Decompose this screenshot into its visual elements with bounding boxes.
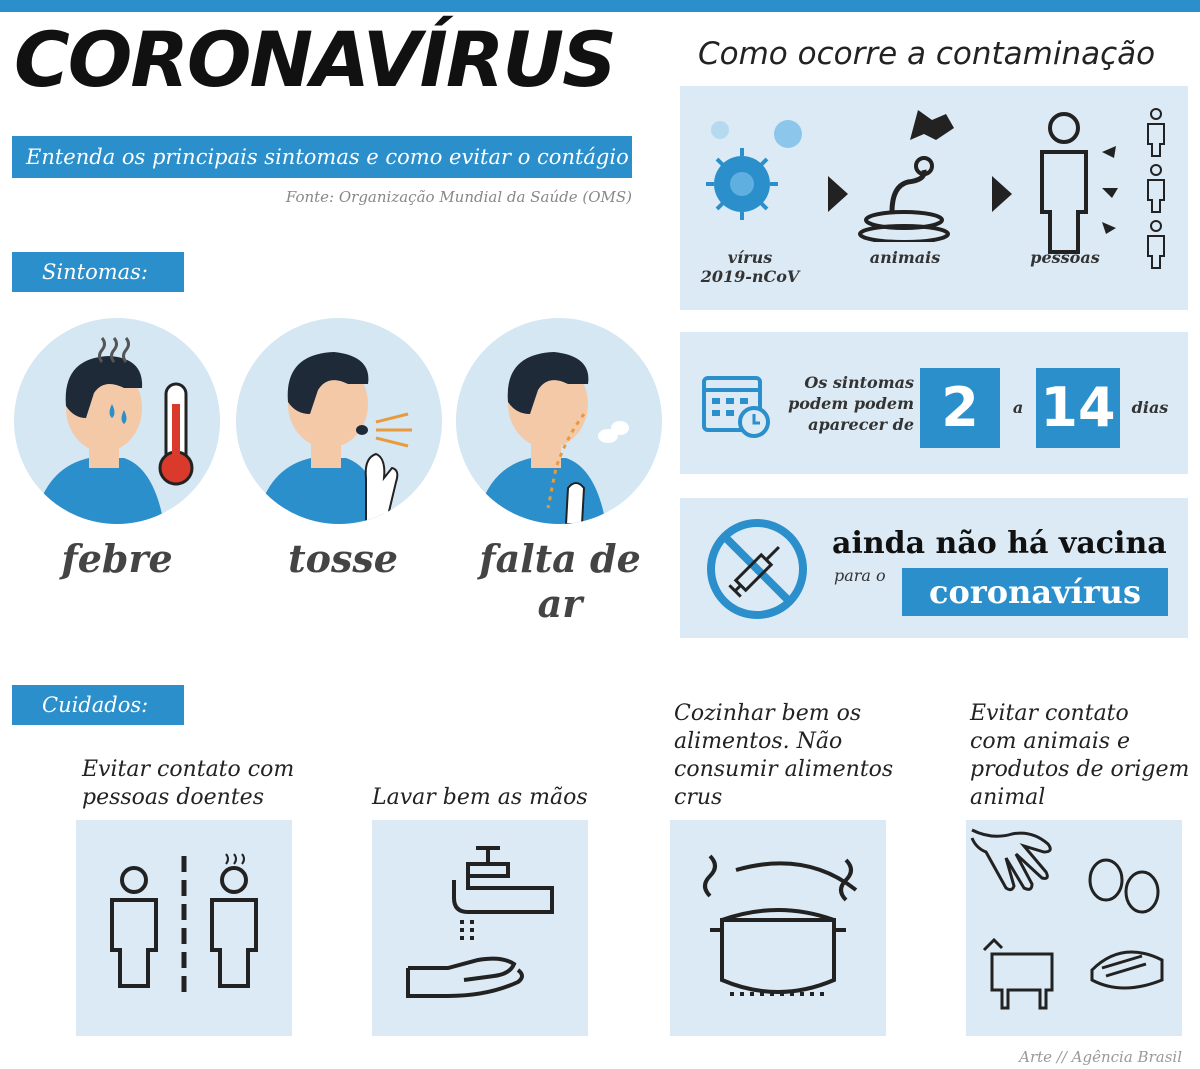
- vaccine-panel: [680, 498, 1188, 638]
- vaccine-highlight: coronavírus: [902, 568, 1168, 616]
- vaccine-prefix: para o: [834, 566, 886, 585]
- symptom-label-breath: falta de ar: [479, 536, 641, 626]
- vaccine-line1: ainda não há vacina: [832, 526, 1167, 561]
- fever-person-icon: [14, 318, 220, 524]
- contamination-panel: [680, 86, 1188, 310]
- symptom-label-fever: febre: [61, 536, 173, 581]
- incubation-text: Os sintomas podem podem aparecer de: [788, 373, 914, 434]
- page-title: CORONAVÍRUS: [14, 15, 615, 104]
- arrow-icon: [828, 176, 848, 212]
- symptom-label-cough: tosse: [288, 536, 398, 581]
- arrow-icon: [992, 176, 1012, 212]
- subtitle-band: Entenda os principais sintomas e como evitar o contágio: [12, 136, 632, 178]
- virus-icon: [692, 104, 812, 234]
- care-text-avoid-animals: Evitar contato com animais e produtos de origem animal: [970, 701, 1190, 810]
- incubation-to: 14: [1036, 368, 1120, 448]
- incubation-from: 2: [920, 368, 1000, 448]
- incubation-panel: [680, 332, 1188, 474]
- breathless-person-icon: [456, 318, 662, 524]
- snake-bat-icon: [852, 102, 982, 242]
- cough-person-icon: [236, 318, 442, 524]
- care-label: Cuidados:: [12, 685, 184, 725]
- step-label-animals: animais: [869, 248, 941, 267]
- wash-hands-icon: [372, 820, 588, 1036]
- no-vaccine-icon: [704, 516, 810, 622]
- cooking-pot-icon: [670, 820, 886, 1036]
- calendar-icon: [700, 368, 772, 440]
- care-text-avoid-sick: Evitar contato com pessoas doentes: [82, 757, 295, 810]
- care-text-wash-hands: Lavar bem as mãos: [372, 785, 588, 810]
- contamination-title: Como ocorre a contaminação: [698, 36, 1156, 72]
- source-text: Fonte: Organização Mundial da Saúde (OMS): [285, 188, 632, 206]
- animal-products-icon: [966, 820, 1182, 1036]
- incubation-unit: dias: [1131, 398, 1169, 417]
- step-label-virus: vírus 2019-nCoV: [700, 248, 800, 286]
- step-label-people: pessoas: [1030, 248, 1100, 267]
- care-text-cook-food: Cozinhar bem os alimentos. Não consumir alimentos crus: [674, 701, 894, 810]
- credit-text: Arte // Agência Brasil: [1019, 1048, 1182, 1066]
- avoid-sick-icon: [76, 820, 292, 1036]
- top-accent-bar: [0, 0, 1200, 12]
- symptoms-label: Sintomas:: [12, 252, 184, 292]
- incubation-connector: a: [1012, 398, 1024, 417]
